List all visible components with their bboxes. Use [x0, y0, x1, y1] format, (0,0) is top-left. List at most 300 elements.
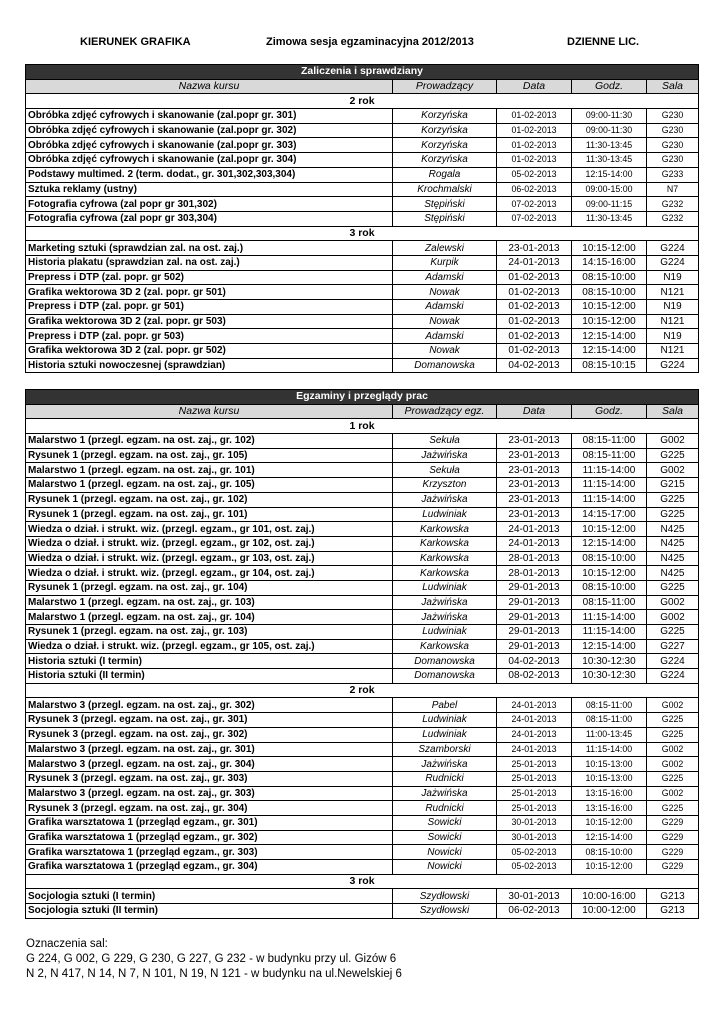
room-cell: G230 — [647, 109, 699, 124]
date-cell: 05-02-2013 — [497, 167, 572, 182]
time-cell: 11:15-14:00 — [572, 492, 647, 507]
course-name-cell: Fotografia cyfrowa (zal popr gr 301,302) — [26, 197, 393, 212]
course-name-cell: Grafika wektorowa 3D 2 (zal. popr. gr 503) — [26, 314, 393, 329]
date-cell: 01-02-2013 — [497, 123, 572, 138]
column-header: Nazwa kursu — [26, 79, 393, 94]
time-cell: 08:15-11:00 — [572, 713, 647, 728]
room-cell: N425 — [647, 551, 699, 566]
table-row — [26, 434, 699, 449]
column-header: Data — [497, 404, 572, 419]
year-heading: 1 rok — [26, 419, 699, 434]
time-cell: 10:15-12:00 — [572, 314, 647, 329]
teacher-cell: Jażwińska — [393, 448, 497, 463]
teacher-cell: Ludwiniak — [393, 580, 497, 595]
table-row — [26, 478, 699, 493]
date-cell: 08-02-2013 — [497, 669, 572, 684]
teacher-cell: Karkowska — [393, 551, 497, 566]
course-name-cell: Historia sztuki (II termin) — [26, 669, 393, 684]
credits-table — [25, 64, 699, 373]
teacher-cell: Karkowska — [393, 639, 497, 654]
teacher-cell: Rudnicki — [393, 801, 497, 816]
room-cell: N19 — [647, 300, 699, 315]
course-name-cell: Prepress i DTP (zal. popr. gr 501) — [26, 300, 393, 315]
room-cell: G224 — [647, 669, 699, 684]
table-row — [26, 255, 699, 270]
room-legend — [26, 937, 402, 982]
teacher-cell: Ludwiniak — [393, 507, 497, 522]
teacher-cell: Szamborski — [393, 742, 497, 757]
session-title: Zimowa sesja egzaminacyjna 2012/2013 — [266, 36, 474, 48]
teacher-cell: Ludwiniak — [393, 727, 497, 742]
time-cell: 11:15-14:00 — [572, 478, 647, 493]
room-cell: N121 — [647, 285, 699, 300]
course-name-cell: Fotografia cyfrowa (zal popr gr 303,304) — [26, 211, 393, 226]
table-row — [26, 727, 699, 742]
teacher-cell: Sekuła — [393, 463, 497, 478]
teacher-cell: Nowak — [393, 344, 497, 359]
date-cell: 01-02-2013 — [497, 153, 572, 168]
teacher-cell: Stępiński — [393, 197, 497, 212]
teacher-cell: Domanowska — [393, 654, 497, 669]
room-cell: G232 — [647, 197, 699, 212]
date-cell: 28-01-2013 — [497, 551, 572, 566]
date-cell: 24-01-2013 — [497, 255, 572, 270]
room-cell: G224 — [647, 358, 699, 373]
teacher-cell: Nowak — [393, 285, 497, 300]
section-title: Egzaminy i przeglądy prac — [26, 390, 699, 405]
room-cell: G002 — [647, 742, 699, 757]
table-row — [26, 138, 699, 153]
course-name-cell: Rysunek 3 (przegl. egzam. na ost. zaj., gr. 301) — [26, 713, 393, 728]
course-name-cell: Socjologia sztuki (II termin) — [26, 904, 393, 919]
date-cell: 30-01-2013 — [497, 889, 572, 904]
table-row — [26, 713, 699, 728]
column-header: Nazwa kursu — [26, 404, 393, 419]
course-name-cell: Wiedza o dział. i strukt. wiz. (przegl. egzam., gr 104, ost. zaj.) — [26, 566, 393, 581]
table-row — [26, 197, 699, 212]
column-header: Godz. — [572, 404, 647, 419]
exams-table — [25, 389, 699, 919]
teacher-cell: Pabel — [393, 698, 497, 713]
table-row — [26, 771, 699, 786]
course-name-cell: Prepress i DTP (zal. popr. gr 503) — [26, 329, 393, 344]
room-cell: G230 — [647, 138, 699, 153]
teacher-cell: Jażwińska — [393, 786, 497, 801]
table-row — [26, 580, 699, 595]
time-cell: 09:00-15:00 — [572, 182, 647, 197]
room-cell: G230 — [647, 123, 699, 138]
teacher-cell: Szydłowski — [393, 904, 497, 919]
table-row — [26, 182, 699, 197]
date-cell: 05-02-2013 — [497, 860, 572, 875]
table-row — [26, 329, 699, 344]
course-name-cell: Historia sztuki (I termin) — [26, 654, 393, 669]
time-cell: 08:15-10:00 — [572, 551, 647, 566]
table-row — [26, 344, 699, 359]
column-header: Prowadzący egz. — [393, 404, 497, 419]
time-cell: 10:15-12:00 — [572, 241, 647, 256]
course-name-cell: Rysunek 1 (przegl. egzam. na ost. zaj., gr. 104) — [26, 580, 393, 595]
room-cell: G233 — [647, 167, 699, 182]
course-name-cell: Malarstwo 3 (przegl. egzam. na ost. zaj., gr. 303) — [26, 786, 393, 801]
date-cell: 24-01-2013 — [497, 727, 572, 742]
date-cell: 28-01-2013 — [497, 566, 572, 581]
room-cell: G213 — [647, 904, 699, 919]
table-row — [26, 566, 699, 581]
room-cell: N121 — [647, 314, 699, 329]
table-row — [26, 167, 699, 182]
room-cell: G225 — [647, 625, 699, 640]
date-cell: 06-02-2013 — [497, 904, 572, 919]
room-cell: G225 — [647, 727, 699, 742]
course-name-cell: Grafika warsztatowa 1 (przegląd egzam., gr. 301) — [26, 815, 393, 830]
time-cell: 09:00-11:15 — [572, 197, 647, 212]
time-cell: 14:15-16:00 — [572, 255, 647, 270]
table-row — [26, 801, 699, 816]
date-cell: 23-01-2013 — [497, 478, 572, 493]
table-row — [26, 123, 699, 138]
table-row — [26, 610, 699, 625]
legend-title: Oznaczenia sal: — [26, 938, 108, 950]
year-heading: 2 rok — [26, 683, 699, 698]
teacher-cell: Korzyńska — [393, 123, 497, 138]
time-cell: 13:15-16:00 — [572, 786, 647, 801]
teacher-cell: Adamski — [393, 270, 497, 285]
course-name-cell: Grafika warsztatowa 1 (przegląd egzam., gr. 302) — [26, 830, 393, 845]
date-cell: 07-02-2013 — [497, 197, 572, 212]
legend-line-newelska: N 2, N 417, N 14, N 7, N 101, N 19, N 121 - w budynku na ul.Newelskiej 6 — [26, 968, 402, 980]
room-cell: N425 — [647, 536, 699, 551]
section-title: Zaliczenia i sprawdziany — [26, 65, 699, 80]
table-row — [26, 639, 699, 654]
year-heading: 2 rok — [26, 94, 699, 109]
table-row — [26, 654, 699, 669]
time-cell: 10:15-13:00 — [572, 771, 647, 786]
teacher-cell: Sowicki — [393, 815, 497, 830]
time-cell: 10:15-12:00 — [572, 815, 647, 830]
course-name-cell: Malarstwo 3 (przegl. egzam. na ost. zaj., gr. 302) — [26, 698, 393, 713]
table-row — [26, 522, 699, 537]
date-cell: 04-02-2013 — [497, 654, 572, 669]
teacher-cell: Ludwiniak — [393, 713, 497, 728]
table-row — [26, 625, 699, 640]
course-name-cell: Obróbka zdjęć cyfrowych i skanowanie (zal.popr gr. 301) — [26, 109, 393, 124]
date-cell: 04-02-2013 — [497, 358, 572, 373]
teacher-cell: Adamski — [393, 300, 497, 315]
table-row — [26, 536, 699, 551]
teacher-cell: Karkowska — [393, 522, 497, 537]
room-cell: G225 — [647, 580, 699, 595]
date-cell: 07-02-2013 — [497, 211, 572, 226]
course-name-cell: Malarstwo 3 (przegl. egzam. na ost. zaj., gr. 304) — [26, 757, 393, 772]
column-header: Prowadzący — [393, 79, 497, 94]
room-cell: G224 — [647, 255, 699, 270]
time-cell: 08:15-11:00 — [572, 448, 647, 463]
room-cell: N19 — [647, 270, 699, 285]
teacher-cell: Nowicki — [393, 845, 497, 860]
course-name-cell: Malarstwo 1 (przegl. egzam. na ost. zaj., gr. 102) — [26, 434, 393, 449]
time-cell: 08:15-11:00 — [572, 698, 647, 713]
time-cell: 08:15-10:00 — [572, 285, 647, 300]
date-cell: 25-01-2013 — [497, 786, 572, 801]
room-cell: G002 — [647, 757, 699, 772]
column-header: Godz. — [572, 79, 647, 94]
teacher-cell: Jażwińska — [393, 595, 497, 610]
course-name-cell: Marketing sztuki (sprawdzian zal. na ost. zaj.) — [26, 241, 393, 256]
room-cell: G002 — [647, 698, 699, 713]
room-cell: G229 — [647, 860, 699, 875]
teacher-cell: Sekuła — [393, 434, 497, 449]
time-cell: 10:00-16:00 — [572, 889, 647, 904]
column-header: Sala — [647, 79, 699, 94]
date-cell: 24-01-2013 — [497, 522, 572, 537]
course-name-cell: Rysunek 3 (przegl. egzam. na ost. zaj., gr. 303) — [26, 771, 393, 786]
table-row — [26, 463, 699, 478]
teacher-cell: Domanowska — [393, 669, 497, 684]
course-name-cell: Grafika warsztatowa 1 (przegląd egzam., gr. 304) — [26, 860, 393, 875]
time-cell: 08:15-10:00 — [572, 845, 647, 860]
time-cell: 09:00-11:30 — [572, 123, 647, 138]
course-name-cell: Wiedza o dział. i strukt. wiz. (przegl. egzam., gr 102, ost. zaj.) — [26, 536, 393, 551]
time-cell: 12:15-14:00 — [572, 329, 647, 344]
teacher-cell: Zalewski — [393, 241, 497, 256]
room-cell: G225 — [647, 801, 699, 816]
column-header-row — [26, 79, 699, 94]
study-mode: DZIENNE LIC. — [567, 36, 640, 48]
time-cell: 13:15-16:00 — [572, 801, 647, 816]
table-row — [26, 211, 699, 226]
table-row — [26, 507, 699, 522]
course-name-cell: Historia plakatu (sprawdzian zal. na ost. zaj.) — [26, 255, 393, 270]
time-cell: 10:30-12:30 — [572, 654, 647, 669]
time-cell: 14:15-17:00 — [572, 507, 647, 522]
teacher-cell: Korzyńska — [393, 153, 497, 168]
time-cell: 10:15-12:00 — [572, 522, 647, 537]
date-cell: 01-02-2013 — [497, 300, 572, 315]
room-cell: G225 — [647, 492, 699, 507]
table-row — [26, 698, 699, 713]
time-cell: 08:15-11:00 — [572, 434, 647, 449]
column-header-row — [26, 404, 699, 419]
table-row — [26, 448, 699, 463]
time-cell: 11:15-14:00 — [572, 610, 647, 625]
course-name-cell: Rysunek 3 (przegl. egzam. na ost. zaj., gr. 302) — [26, 727, 393, 742]
date-cell: 01-02-2013 — [497, 314, 572, 329]
course-name-cell: Rysunek 1 (przegl. egzam. na ost. zaj., gr. 105) — [26, 448, 393, 463]
teacher-cell: Sowicki — [393, 830, 497, 845]
date-cell: 30-01-2013 — [497, 830, 572, 845]
course-name-cell: Rysunek 1 (przegl. egzam. na ost. zaj., gr. 101) — [26, 507, 393, 522]
course-name-cell: Malarstwo 1 (przegl. egzam. na ost. zaj., gr. 101) — [26, 463, 393, 478]
time-cell: 10:15-13:00 — [572, 757, 647, 772]
time-cell: 09:00-11:30 — [572, 109, 647, 124]
date-cell: 29-01-2013 — [497, 625, 572, 640]
column-header: Sala — [647, 404, 699, 419]
course-name-cell: Grafika wektorowa 3D 2 (zal. popr. gr 501) — [26, 285, 393, 300]
table-row — [26, 109, 699, 124]
course-name-cell: Wiedza o dział. i strukt. wiz. (przegl. egzam., gr 103, ost. zaj.) — [26, 551, 393, 566]
time-cell: 10:00-12:00 — [572, 904, 647, 919]
course-name-cell: Podstawy multimed. 2 (term. dodat., gr. 301,302,303,304) — [26, 167, 393, 182]
time-cell: 08:15-10:15 — [572, 358, 647, 373]
table-row — [26, 742, 699, 757]
course-name-cell: Obróbka zdjęć cyfrowych i skanowanie (zal.popr gr. 304) — [26, 153, 393, 168]
date-cell: 01-02-2013 — [497, 344, 572, 359]
table-row — [26, 492, 699, 507]
course-name-cell: Rysunek 1 (przegl. egzam. na ost. zaj., gr. 103) — [26, 625, 393, 640]
course-name-cell: Malarstwo 1 (przegl. egzam. na ost. zaj., gr. 104) — [26, 610, 393, 625]
time-cell: 10:30-12:30 — [572, 669, 647, 684]
teacher-cell: Jażwińska — [393, 492, 497, 507]
teacher-cell: Nowak — [393, 314, 497, 329]
room-cell: N425 — [647, 522, 699, 537]
room-cell: G232 — [647, 211, 699, 226]
course-name-cell: Malarstwo 1 (przegl. egzam. na ost. zaj., gr. 105) — [26, 478, 393, 493]
time-cell: 10:15-12:00 — [572, 860, 647, 875]
room-cell: G227 — [647, 639, 699, 654]
column-header: Data — [497, 79, 572, 94]
table-row — [26, 904, 699, 919]
date-cell: 25-01-2013 — [497, 771, 572, 786]
table-row — [26, 270, 699, 285]
room-cell: G224 — [647, 654, 699, 669]
teacher-cell: Stępiński — [393, 211, 497, 226]
teacher-cell: Adamski — [393, 329, 497, 344]
legend-line-gizow: G 224, G 002, G 229, G 230, G 227, G 232 - w budynku przy ul. Gizów 6 — [26, 953, 397, 965]
time-cell: 11:30-13:45 — [572, 211, 647, 226]
date-cell: 29-01-2013 — [497, 610, 572, 625]
table-row — [26, 314, 699, 329]
table-row — [26, 845, 699, 860]
room-cell: G225 — [647, 771, 699, 786]
time-cell: 10:15-12:00 — [572, 566, 647, 581]
room-cell: G229 — [647, 845, 699, 860]
teacher-cell: Rogala — [393, 167, 497, 182]
date-cell: 01-02-2013 — [497, 138, 572, 153]
date-cell: 24-01-2013 — [497, 698, 572, 713]
course-name-cell: Wiedza o dział. i strukt. wiz. (przegl. egzam., gr 101, ost. zaj.) — [26, 522, 393, 537]
table-row — [26, 285, 699, 300]
room-cell: G213 — [647, 889, 699, 904]
course-name-cell: Historia sztuki nowoczesnej (sprawdzian) — [26, 358, 393, 373]
time-cell: 12:15-14:00 — [572, 830, 647, 845]
teacher-cell: Karkowska — [393, 536, 497, 551]
course-name-cell: Socjologia sztuki (I termin) — [26, 889, 393, 904]
table-row — [26, 551, 699, 566]
date-cell: 24-01-2013 — [497, 742, 572, 757]
department-title: KIERUNEK GRAFIKA — [80, 36, 191, 48]
date-cell: 01-02-2013 — [497, 270, 572, 285]
date-cell: 25-01-2013 — [497, 801, 572, 816]
table-row — [26, 595, 699, 610]
teacher-cell: Korzyńska — [393, 109, 497, 124]
date-cell: 24-01-2013 — [497, 536, 572, 551]
course-name-cell: Malarstwo 1 (przegl. egzam. na ost. zaj., gr. 103) — [26, 595, 393, 610]
table-row — [26, 358, 699, 373]
room-cell: G229 — [647, 815, 699, 830]
year-heading: 3 rok — [26, 874, 699, 889]
room-cell: G230 — [647, 153, 699, 168]
time-cell: 08:15-10:00 — [572, 270, 647, 285]
time-cell: 12:15-14:00 — [572, 639, 647, 654]
course-name-cell: Wiedza o dział. i strukt. wiz. (przegl. egzam., gr 105, ost. zaj.) — [26, 639, 393, 654]
table-row — [26, 786, 699, 801]
date-cell: 29-01-2013 — [497, 595, 572, 610]
date-cell: 29-01-2013 — [497, 639, 572, 654]
time-cell: 12:15-14:00 — [572, 167, 647, 182]
time-cell: 11:15-14:00 — [572, 742, 647, 757]
table-row — [26, 669, 699, 684]
year-heading: 3 rok — [26, 226, 699, 241]
date-cell: 23-01-2013 — [497, 463, 572, 478]
course-name-cell: Obróbka zdjęć cyfrowych i skanowanie (zal.popr gr. 303) — [26, 138, 393, 153]
time-cell: 10:15-12:00 — [572, 300, 647, 315]
teacher-cell: Krochmalski — [393, 182, 497, 197]
teacher-cell: Nowicki — [393, 860, 497, 875]
teacher-cell: Karkowska — [393, 566, 497, 581]
date-cell: 24-01-2013 — [497, 713, 572, 728]
teacher-cell: Kurpik — [393, 255, 497, 270]
teacher-cell: Domanowska — [393, 358, 497, 373]
teacher-cell: Jażwińska — [393, 610, 497, 625]
course-name-cell: Malarstwo 3 (przegl. egzam. na ost. zaj., gr. 301) — [26, 742, 393, 757]
room-cell: N121 — [647, 344, 699, 359]
course-name-cell: Rysunek 1 (przegl. egzam. na ost. zaj., gr. 102) — [26, 492, 393, 507]
room-cell: G224 — [647, 241, 699, 256]
room-cell: N7 — [647, 182, 699, 197]
table-row — [26, 153, 699, 168]
teacher-cell: Szydłowski — [393, 889, 497, 904]
teacher-cell: Ludwiniak — [393, 625, 497, 640]
course-name-cell: Grafika wektorowa 3D 2 (zal. popr. gr 502) — [26, 344, 393, 359]
course-name-cell: Prepress i DTP (zal. popr. gr 502) — [26, 270, 393, 285]
course-name-cell: Grafika warsztatowa 1 (przegląd egzam., gr. 303) — [26, 845, 393, 860]
room-cell: G002 — [647, 610, 699, 625]
time-cell: 11:00-13:45 — [572, 727, 647, 742]
room-cell: G225 — [647, 507, 699, 522]
date-cell: 05-02-2013 — [497, 845, 572, 860]
course-name-cell: Sztuka reklamy (ustny) — [26, 182, 393, 197]
table-row — [26, 300, 699, 315]
date-cell: 30-01-2013 — [497, 815, 572, 830]
room-cell: G002 — [647, 434, 699, 449]
date-cell: 25-01-2013 — [497, 757, 572, 772]
date-cell: 01-02-2013 — [497, 285, 572, 300]
time-cell: 11:15-14:00 — [572, 463, 647, 478]
date-cell: 23-01-2013 — [497, 448, 572, 463]
time-cell: 11:15-14:00 — [572, 625, 647, 640]
time-cell: 08:15-10:00 — [572, 580, 647, 595]
table-row — [26, 815, 699, 830]
date-cell: 01-02-2013 — [497, 109, 572, 124]
course-name-cell: Rysunek 3 (przegl. egzam. na ost. zaj., gr. 304) — [26, 801, 393, 816]
room-cell: G215 — [647, 478, 699, 493]
date-cell: 01-02-2013 — [497, 329, 572, 344]
room-cell: G002 — [647, 463, 699, 478]
room-cell: G002 — [647, 595, 699, 610]
room-cell: N19 — [647, 329, 699, 344]
time-cell: 11:30-13:45 — [572, 153, 647, 168]
date-cell: 29-01-2013 — [497, 580, 572, 595]
teacher-cell: Korzyńska — [393, 138, 497, 153]
table-row — [26, 757, 699, 772]
time-cell: 12:15-14:00 — [572, 536, 647, 551]
room-cell: G225 — [647, 448, 699, 463]
table-row — [26, 241, 699, 256]
date-cell: 06-02-2013 — [497, 182, 572, 197]
table-row — [26, 830, 699, 845]
date-cell: 23-01-2013 — [497, 434, 572, 449]
